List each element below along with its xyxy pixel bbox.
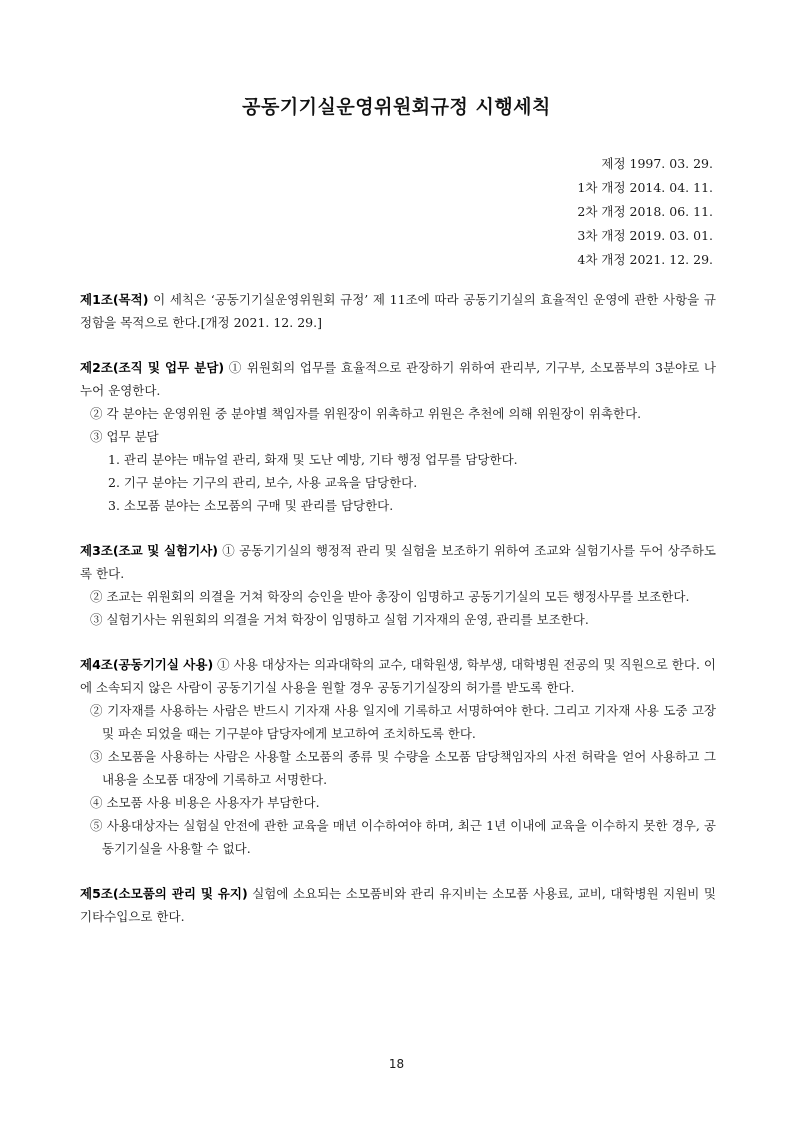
article-paragraph: ② 각 분야는 운영위원 중 분야별 책임자를 위원장이 위촉하고 위원은 추천에 의해 위원장이 위촉한다. xyxy=(90,406,642,421)
revision-entry: 3차 개정 2019. 03. 01. xyxy=(577,228,713,243)
article-lead xyxy=(80,882,716,928)
article-3 xyxy=(80,539,716,631)
page-number: 18 xyxy=(388,1057,405,1071)
article-paragraph: ② 기자재를 사용하는 사람은 반드시 기자재 사용 일지에 기록하고 서명하여야 한다. 그리고 기자재 사용 도중 고장 및 파손 되었을 때는 기구분야 담당자에게 보고하여 조치하도록 한다. xyxy=(90,703,716,741)
article-heading: 제5조(소모품의 관리 및 유지) xyxy=(80,886,248,901)
revision-entry: 4차 개정 2021. 12. 29. xyxy=(577,252,713,267)
article-lead xyxy=(80,653,716,699)
revision-entry: 2차 개정 2018. 06. 11. xyxy=(577,204,713,219)
article-5 xyxy=(80,882,716,928)
article-paragraph: ③ 소모품을 사용하는 사람은 사용할 소모품의 종류 및 수량을 소모품 담당책임자의 사전 허락을 얻어 사용하고 그 내용을 소모품 대장에 기록하고 서명한다. xyxy=(90,749,716,787)
article-paragraph: ⑤ 사용대상자는 실험실 안전에 관한 교육을 매년 이수하여야 하며, 최근 1년 이내에 교육을 이수하지 못한 경우, 공동기기실을 사용할 수 없다. xyxy=(90,818,716,856)
article-item: 1. 관리 분야는 매뉴얼 관리, 화재 및 도난 예방, 기타 행정 업무를 담당한다. xyxy=(108,452,518,467)
revision-entry: 제정 1997. 03. 29. xyxy=(601,156,713,171)
article-text: 실험에 소요되는 소모품비와 관리 유지비는 소모품 사용료, 교비, 대학병원 지원비 및 기타수입으로 한다. xyxy=(80,886,716,924)
article-lead xyxy=(80,356,716,402)
revision-history xyxy=(577,152,713,272)
article-text: 이 세칙은 ‘공동기기실운영위원회 규정’ 제 11조에 따라 공동기기실의 효율적인 운영에 관한 사항을 규정함을 목적으로 한다.[개정 2021. 12. 29.] xyxy=(80,292,716,330)
article-item: 2. 기구 분야는 기구의 관리, 보수, 사용 교육을 담당한다. xyxy=(108,475,418,490)
article-1 xyxy=(80,288,716,334)
article-paragraph: ④ 소모품 사용 비용은 사용자가 부담한다. xyxy=(90,795,320,810)
article-text: ① 사용 대상자는 의과대학의 교수, 대학원생, 학부생, 대학병원 전공의 및 직원으로 한다. 이에 소속되지 않은 사람이 공동기기실 사용을 원할 경우 공동기기실장의 허가를 받도록 한다. xyxy=(80,657,716,695)
article-text: ① 위원회의 업무를 효율적으로 관장하기 위하여 관리부, 기구부, 소모품부의 3분야로 나누어 운영한다. xyxy=(80,360,716,398)
article-paragraph: ③ 업무 분담 xyxy=(90,429,159,444)
article-4 xyxy=(80,653,716,860)
article-lead xyxy=(80,539,716,585)
article-heading: 제3조(조교 및 실험기사) xyxy=(80,543,218,558)
article-paragraph: ② 조교는 위원회의 의결을 거쳐 학장의 승인을 받아 총장이 임명하고 공동기기실의 모든 행정사무를 보조한다. xyxy=(90,589,690,604)
article-text: ① 공동기기실의 행정적 관리 및 실험을 보조하기 위하여 조교와 실험기사를 두어 상주하도록 한다. xyxy=(80,543,716,581)
article-2 xyxy=(80,356,716,517)
revision-entry: 1차 개정 2014. 04. 11. xyxy=(577,180,713,195)
article-paragraph: ③ 실험기사는 위원회의 의결을 거쳐 학장이 임명하고 실험 기자재의 운영, 관리를 보조한다. xyxy=(90,612,589,627)
article-heading: 제4조(공동기기실 사용) xyxy=(80,657,214,672)
article-heading: 제2조(조직 및 업무 분담) xyxy=(80,360,225,375)
page-title: 공동기기실운영위원회규정 시행세칙 xyxy=(242,96,551,118)
article-heading: 제1조(목적) xyxy=(80,292,149,307)
regulation-body xyxy=(80,288,716,950)
article-item: 3. 소모품 분야는 소모품의 구매 및 관리를 담당한다. xyxy=(108,498,394,513)
article-lead xyxy=(80,288,716,334)
